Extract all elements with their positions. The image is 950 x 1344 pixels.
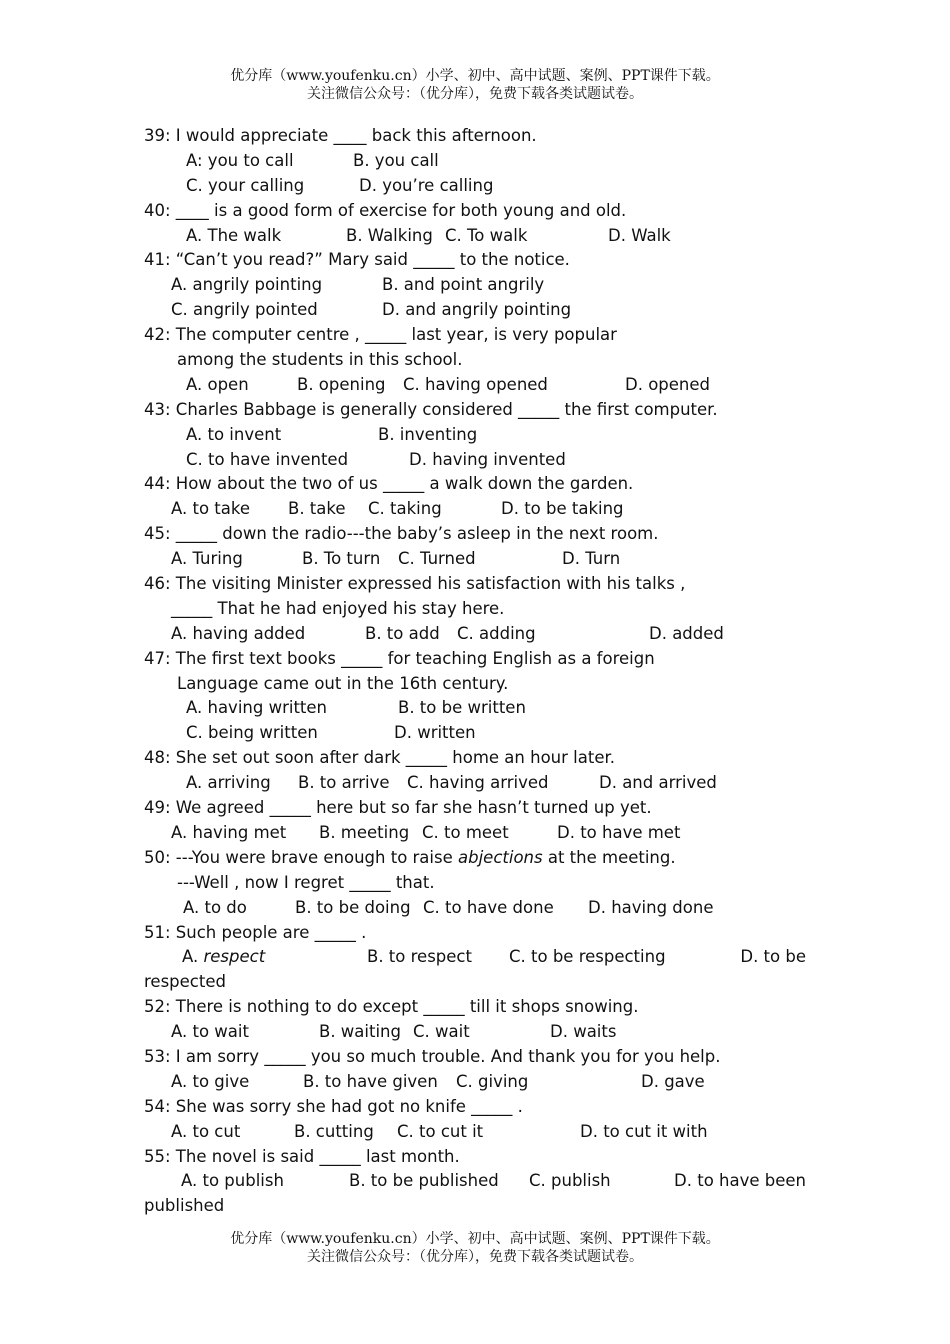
option-d: D. having done	[588, 897, 714, 917]
option-b: B. to arrive	[298, 773, 390, 793]
option-c: C. your calling	[186, 175, 305, 195]
option-d: D. added	[649, 623, 724, 643]
option-d: D. to have been	[674, 1171, 806, 1191]
question-48-stem: 48: She set out soon after dark _____ home an hour later.	[144, 748, 615, 768]
question-43-options-row-2	[144, 448, 806, 473]
option-d: D. and angrily pointing	[382, 300, 572, 320]
option-b: B. take	[288, 499, 346, 519]
question-46-stem: 46: The visiting Minister expressed his satisfaction with his talks ,	[144, 574, 686, 594]
question-42-stem-cont: among the students in this school.	[177, 350, 463, 370]
question-47-options-row-2	[144, 721, 806, 746]
option-b: B. to respect	[367, 947, 472, 967]
question-44-options	[144, 497, 806, 522]
page-header	[0, 67, 950, 103]
question-43-stem: 43: Charles Babbage is generally considered _____ the first computer.	[144, 399, 718, 419]
question-52-options	[144, 1020, 806, 1045]
option-a: A. arriving	[186, 773, 271, 793]
question-55-options-wrap: published	[144, 1196, 225, 1216]
option-c: C. angrily pointed	[171, 300, 318, 320]
option-d: D. and arrived	[599, 773, 717, 793]
option-a: A. to wait	[171, 1022, 249, 1042]
option-d: D. to cut it with	[580, 1121, 708, 1141]
option-b: B. To turn	[302, 549, 381, 569]
question-40-stem: 40: ____ is a good form of exercise for both young and old.	[144, 200, 627, 220]
option-d: D. you’re calling	[359, 175, 494, 195]
option-c: C. having arrived	[407, 773, 549, 793]
question-54-stem: 54: She was sorry she had got no knife _____ .	[144, 1096, 523, 1116]
option-a: A. having added	[171, 623, 306, 643]
question-42-stem: 42: The computer centre , _____ last year, is very popular	[144, 325, 617, 345]
option-b: B. and point angrily	[382, 275, 545, 295]
option-a: A. having met	[171, 822, 287, 842]
question-49-stem: 49: We agreed _____ here but so far she hasn’t turned up yet.	[144, 798, 652, 818]
question-49-options	[144, 821, 806, 846]
page-footer	[0, 1230, 950, 1266]
option-c: C. wait	[413, 1022, 470, 1042]
option-c: C. to have done	[423, 897, 554, 917]
question-48-options	[144, 771, 806, 796]
option-c: C. giving	[456, 1071, 529, 1091]
question-50-stem-cont: ---Well , now I regret _____ that.	[177, 872, 435, 892]
option-c: C. Turned	[398, 549, 476, 569]
question-47-options-row-1	[144, 696, 806, 721]
option-a: A. to publish	[181, 1171, 284, 1191]
option-d: D. written	[394, 723, 476, 743]
option-b: B. meeting	[319, 822, 410, 842]
question-39-stem: 39: I would appreciate ____ back this afternoon.	[144, 126, 537, 145]
option-a: A. to cut	[171, 1121, 241, 1141]
option-d: D. to be	[740, 947, 806, 967]
question-list	[144, 124, 806, 1219]
question-45-options	[144, 547, 806, 572]
option-c: C. To walk	[445, 225, 528, 245]
option-b: B. to have given	[303, 1071, 438, 1091]
option-d: D. to be taking	[501, 499, 624, 519]
option-a: A. to take	[171, 499, 250, 519]
question-51-options	[144, 945, 806, 970]
option-a-label: A.	[182, 947, 204, 967]
option-c: C. to have invented	[186, 449, 349, 469]
question-42-options	[144, 373, 806, 398]
option-a-text: respect	[203, 947, 266, 967]
option-c: C. adding	[457, 623, 536, 643]
option-a: A. angrily pointing	[171, 275, 323, 295]
header-line-2: 关注微信公众号：（优分库），免费下载各类试题试卷。	[307, 86, 643, 102]
question-51-stem: 51: Such people are _____ .	[144, 922, 367, 942]
option-d: D. Walk	[608, 225, 671, 245]
option-c: C. to be respecting	[509, 947, 666, 967]
question-41-options-row-2	[144, 298, 806, 323]
question-55-options	[144, 1169, 806, 1194]
question-45-stem: 45: _____ down the radio---the baby’s asleep in the next room.	[144, 524, 659, 544]
option-d: D. to have met	[557, 822, 681, 842]
question-50-options	[144, 896, 806, 921]
option-b: B. waiting	[319, 1022, 401, 1042]
question-53-stem: 53: I am sorry _____ you so much trouble. And thank you for you help.	[144, 1046, 721, 1066]
option-c: C. taking	[368, 499, 442, 519]
question-44-stem: 44: How about the two of us _____ a walk down the garden.	[144, 474, 634, 494]
option-c: C. being written	[186, 723, 318, 743]
option-a: A. Turing	[171, 549, 243, 569]
question-46-stem-cont: _____ That he had enjoyed his stay here.	[171, 598, 505, 618]
option-b: B. Walking	[346, 225, 433, 245]
question-39-options-row-1	[144, 149, 806, 174]
option-b: B. cutting	[294, 1121, 374, 1141]
option-c: C. to cut it	[397, 1121, 484, 1141]
question-47-stem: 47: The first text books _____ for teaching English as a foreign	[144, 648, 655, 668]
question-50-stem: 50: ---You were brave enough to raise abjections at the meeting.	[144, 847, 676, 867]
option-c: C. having opened	[403, 374, 548, 394]
footer-line-2: 关注微信公众号：（优分库），免费下载各类试题试卷。	[307, 1249, 643, 1265]
option-d: D. gave	[641, 1071, 705, 1091]
option-b: B. to add	[365, 623, 440, 643]
option-b: B. inventing	[378, 424, 478, 444]
question-46-options	[144, 622, 806, 647]
option-d: D. Turn	[562, 549, 621, 569]
question-55-stem: 55: The novel is said _____ last month.	[144, 1146, 460, 1166]
question-40-options	[144, 224, 806, 249]
option-a: A. to invent	[186, 424, 282, 444]
option-d: D. opened	[625, 374, 710, 394]
question-41-stem: 41: “Can’t you read?” Mary said _____ to the notice.	[144, 250, 570, 270]
question-41-options-row-1	[144, 273, 806, 298]
question-51-options-wrap: respected	[144, 972, 226, 992]
option-a: A. The walk	[186, 225, 282, 245]
question-53-options	[144, 1070, 806, 1095]
option-a: A. to give	[171, 1071, 250, 1091]
italic-word: abjections	[458, 847, 543, 867]
question-47-stem-cont: Language came out in the 16th century.	[177, 673, 509, 693]
question-54-options	[144, 1120, 806, 1145]
option-b: B. to be written	[398, 698, 526, 718]
header-line-1: 优分库（www.youfenku.cn）小学、初中、高中试题、案例、PPT课件下载。	[230, 68, 720, 84]
question-52-stem: 52: There is nothing to do except _____ till it shops snowing.	[144, 997, 639, 1017]
option-a: A. to do	[183, 897, 247, 917]
option-c: C. to meet	[422, 822, 509, 842]
option-b: B. you call	[353, 150, 439, 170]
footer-line-1: 优分库（www.youfenku.cn）小学、初中、高中试题、案例、PPT课件下载。	[230, 1231, 720, 1247]
option-d: D. having invented	[409, 449, 566, 469]
option-b: B. to be doing	[295, 897, 411, 917]
option-a: A. open	[186, 374, 249, 394]
question-39-options-row-2	[144, 174, 806, 199]
option-c: C. publish	[529, 1171, 611, 1191]
option-a: A: you to call	[186, 150, 294, 170]
option-d: D. waits	[550, 1022, 617, 1042]
question-43-options-row-1	[144, 423, 806, 448]
option-b: B. to be published	[349, 1171, 499, 1191]
option-a: A. having written	[186, 698, 327, 718]
option-b: B. opening	[297, 374, 386, 394]
